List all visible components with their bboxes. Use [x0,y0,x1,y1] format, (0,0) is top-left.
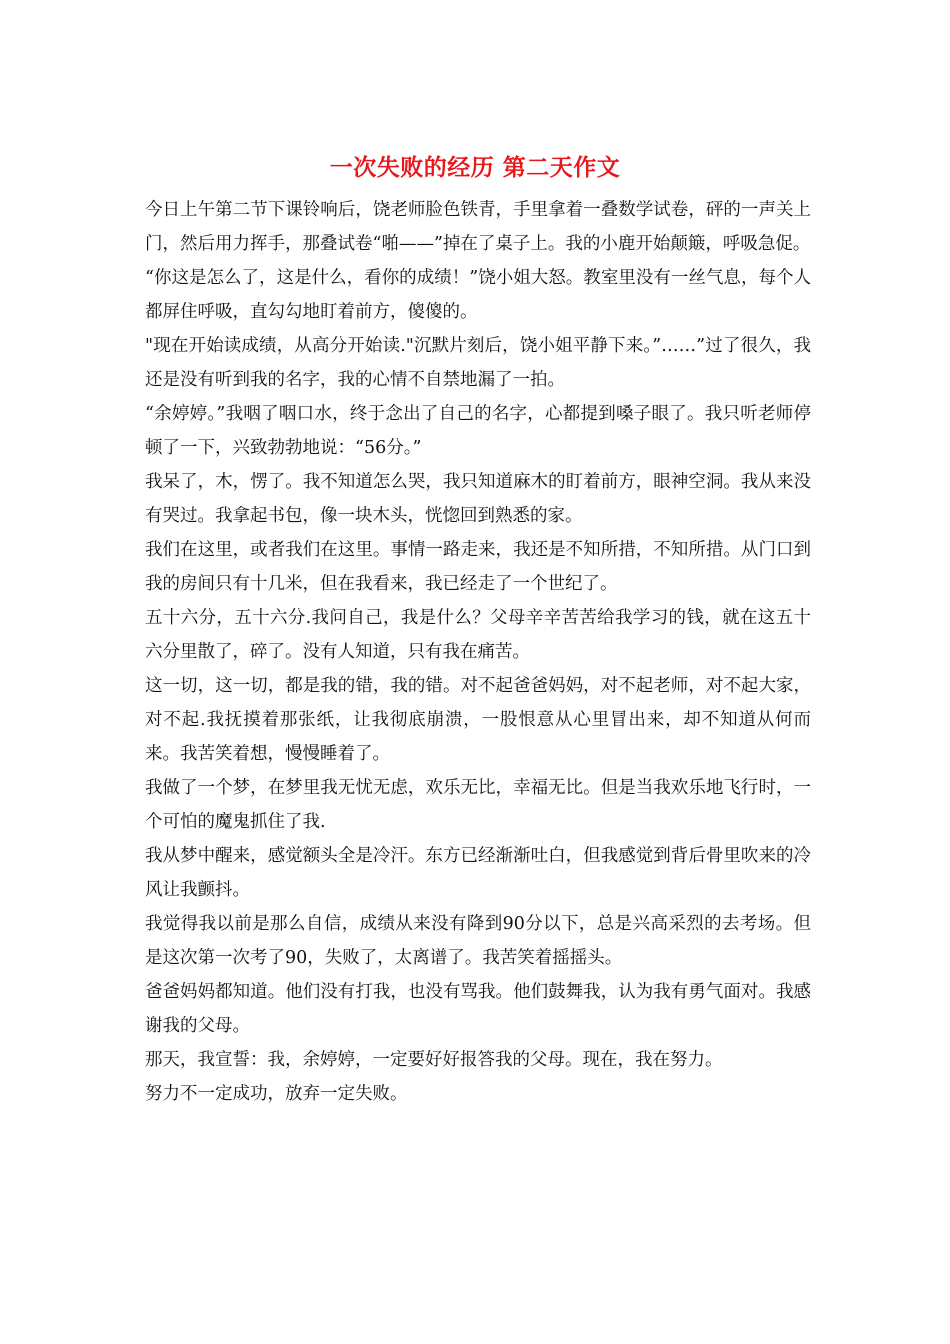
paragraph: "现在开始读成绩，从高分开始读."沉默片刻后，饶小姐平静下来。”……”过了很久，我还是没有听到我的名字，我的心情不自禁地漏了一拍。 [145,336,811,390]
paragraph: 努力不一定成功，放弃一定失败。 [145,1084,408,1104]
document-title: 一次失败的经历 第二天作文 [329,154,621,181]
paragraph: 今日上午第二节下课铃响后，饶老师脸色铁青，手里拿着一叠数学试卷，砰的一声关上门，然后用力挥手，那叠试卷“啪——”掉在了桌子上。我的小鹿开始颠簸，呼吸急促。 [145,200,811,254]
paragraph: 我觉得我以前是那么自信，成绩从来没有降到90分以下，总是兴高采烈的去考场。但是这次第一次考了90，失败了，太离谱了。我苦笑着摇摇头。 [145,914,811,968]
paragraph: 我做了一个梦，在梦里我无忧无虑，欢乐无比，幸福无比。但是当我欢乐地飞行时，一个可怕的魔鬼抓住了我. [145,778,811,832]
paragraph: 我从梦中醒来，感觉额头全是冷汗。东方已经渐渐吐白，但我感觉到背后骨里吹来的冷风让我颤抖。 [145,846,811,900]
document-body [145,193,811,1111]
paragraph: 这一切，这一切，都是我的错，我的错。对不起爸爸妈妈，对不起老师，对不起大家，对不起.我抚摸着那张纸，让我彻底崩溃，一股恨意从心里冒出来，却不知道从何而来。我苦笑着想，慢慢睡着了。 [145,676,811,764]
paragraph: 爸爸妈妈都知道。他们没有打我，也没有骂我。他们鼓舞我，认为我有勇气面对。我感谢我的父母。 [145,982,811,1036]
paragraph: 我们在这里，或者我们在这里。事情一路走来，我还是不知所措，不知所措。从门口到我的房间只有十几米，但在我看来，我已经走了一个世纪了。 [145,540,811,594]
paragraph: 那天，我宣誓：我，余婷婷，一定要好好报答我的父母。现在，我在努力。 [145,1050,723,1070]
paragraph: 我呆了，木，愣了。我不知道怎么哭，我只知道麻木的盯着前方，眼神空洞。我从来没有哭过。我拿起书包，像一块木头，恍惚回到熟悉的家。 [145,472,811,526]
paragraph: 五十六分，五十六分.我问自己，我是什么？父母辛辛苦苦给我学习的钱，就在这五十六分里散了，碎了。没有人知道，只有我在痛苦。 [145,608,811,662]
paragraph: “你这是怎么了，这是什么，看你的成绩！”饶小姐大怒。教室里没有一丝气息，每个人都屏住呼吸，直勾勾地盯着前方，傻傻的。 [145,268,811,322]
paragraph: “余婷婷。”我咽了咽口水，终于念出了自己的名字，心都提到嗓子眼了。我只听老师停顿了一下，兴致勃勃地说：“56分。” [145,404,811,458]
